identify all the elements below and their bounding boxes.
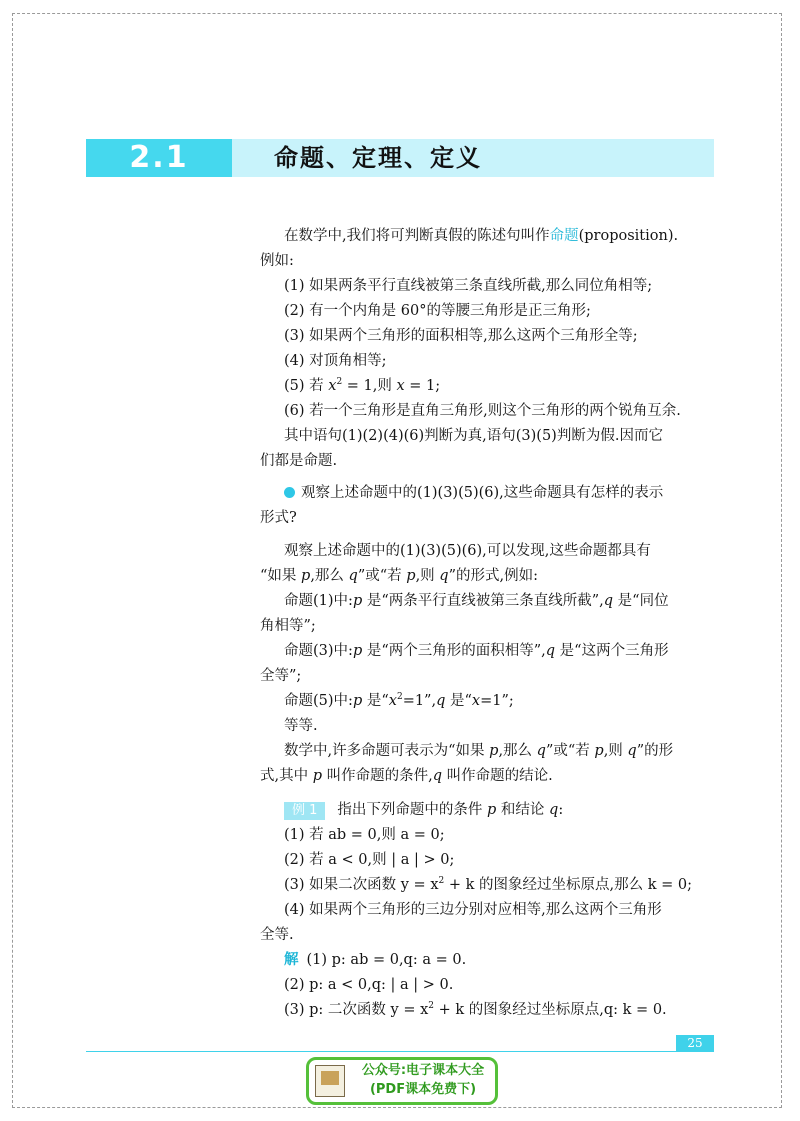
book-logo-icon — [315, 1065, 345, 1097]
obs-a: “如果 — [260, 568, 302, 584]
example-heading — [284, 800, 563, 820]
sum2-c: 叫作命题的结论. — [442, 768, 553, 784]
c1-p: p — [352, 593, 363, 609]
sum-a: 数学中,许多命题可表示为“如果 — [284, 743, 490, 759]
e3a: (3) 如果二次函数 y = x — [284, 877, 439, 893]
proposition-1: (1) 如果两条平行直线被第三条直线所截,那么同位角相等; — [284, 278, 653, 294]
c5a: 命题(5)中: — [284, 693, 353, 709]
s3a: (3) p: 二次函数 y = x — [284, 1002, 429, 1018]
s3-sup: 2 — [428, 1001, 435, 1012]
c3-q: q — [545, 643, 556, 659]
solution-line-1 — [284, 950, 466, 970]
proposition-4: (4) 对顶角相等; — [284, 353, 387, 369]
intro-cont: 例如: — [260, 253, 294, 269]
observe-line-2 — [260, 566, 538, 586]
case-3-line-2: 全等”; — [260, 668, 302, 684]
intro-text-after: (proposition). — [578, 228, 679, 244]
p5-x2: x — [396, 378, 405, 394]
example-item-2: (2) 若 a < 0,则 | a | > 0; — [284, 852, 455, 868]
obs-q2: q — [439, 568, 449, 584]
obs-d: ,则 — [415, 568, 440, 584]
c5-sup: 2 — [396, 692, 403, 703]
obs-p: p — [301, 568, 311, 584]
book-logo-inner — [321, 1071, 339, 1085]
sum2-q: q — [432, 768, 443, 784]
ex-q: q — [549, 802, 559, 818]
example-item-3 — [284, 875, 692, 895]
proposition-3: (3) 如果两个三角形的面积相等,那么这两个三角形全等; — [284, 328, 638, 344]
ex-b: 和结论 — [496, 802, 550, 818]
judgement-line-1: 其中语句(1)(2)(4)(6)判断为真,语句(3)(5)判断为假.因而它 — [284, 428, 663, 444]
watermark-line-2: (PDF课本免费下) — [369, 1082, 477, 1097]
summary-line-1 — [284, 741, 673, 761]
etc-line: 等等. — [284, 718, 318, 734]
intro-line — [284, 226, 678, 246]
c3a: 命题(3)中: — [284, 643, 353, 659]
obs-p2: p — [406, 568, 416, 584]
c5c: =1”, — [402, 693, 437, 709]
summary-line-2 — [260, 766, 553, 786]
observe-line-1: 观察上述命题中的(1)(3)(5)(6),可以发现,这些命题都具有 — [284, 543, 651, 559]
sum2-a: 式,其中 — [260, 768, 313, 784]
sum2-b: 叫作命题的条件, — [322, 768, 433, 784]
bullet-icon — [284, 487, 295, 498]
question-line-1 — [284, 483, 663, 503]
c5b: 是“ — [362, 693, 389, 709]
case-1-line-2: 角相等”; — [260, 618, 316, 634]
ex-p: p — [487, 802, 497, 818]
example-item-4-line-2: 全等. — [260, 927, 294, 943]
c1b: 是“两条平行直线被第三条直线所截”, — [362, 593, 604, 609]
example-badge: 例 1 — [284, 802, 325, 820]
p5-sup: 2 — [336, 377, 343, 388]
c3-p: p — [352, 643, 363, 659]
c1a: 命题(1)中: — [284, 593, 353, 609]
solution-line-2: (2) p: a < 0,q: | a | > 0. — [284, 977, 454, 993]
proposition-2: (2) 有一个内角是 60°的等腰三角形是正三角形; — [284, 303, 591, 319]
c5-p: p — [352, 693, 363, 709]
case-1-line-1 — [284, 591, 669, 611]
ex-a: 指出下列命题中的条件 — [337, 802, 488, 818]
page-number: 25 — [687, 1036, 703, 1050]
sum-p: p — [489, 743, 499, 759]
c5d: 是“ — [445, 693, 472, 709]
c3c: 是“这两个三角形 — [555, 643, 669, 659]
p5-x: x — [328, 378, 337, 394]
obs-c: ”或“若 — [357, 568, 407, 584]
e3b: + k 的图象经过坐标原点,那么 k = 0; — [444, 877, 692, 893]
example-item-1: (1) 若 ab = 0,则 a = 0; — [284, 827, 445, 843]
c5e: =1”; — [480, 693, 514, 709]
sum-p2: p — [594, 743, 604, 759]
sum-e: ”的形 — [636, 743, 674, 759]
p5-end: = 1; — [404, 378, 441, 394]
p5-mid: = 1,则 — [342, 378, 397, 394]
footer-rule — [86, 1051, 714, 1052]
obs-b: ,那么 — [310, 568, 349, 584]
case-5-line — [284, 691, 514, 711]
question-text: 观察上述命题中的(1)(3)(5)(6),这些命题具有怎样的表示 — [301, 485, 664, 501]
intro-text: 在数学中,我们将可判断真假的陈述句叫作 — [284, 228, 550, 244]
proposition-5 — [284, 376, 440, 396]
watermark-badge — [306, 1057, 498, 1105]
sum2-p: p — [312, 768, 323, 784]
proposition-6: (6) 若一个三角形是直角三角形,则这个三角形的两个锐角互余. — [284, 403, 681, 419]
ex-c: : — [558, 802, 564, 818]
c5-x: x — [388, 693, 397, 709]
obs-q: q — [348, 568, 358, 584]
term-proposition: 命题 — [549, 228, 579, 244]
sol-1: (1) p: ab = 0,q: a = 0. — [306, 952, 467, 968]
s3b: + k 的图象经过坐标原点,q: k = 0. — [434, 1002, 667, 1018]
obs-e: ”的形式,例如: — [448, 568, 539, 584]
example-item-4-line-1: (4) 如果两个三角形的三边分别对应相等,那么这两个三角形 — [284, 902, 662, 918]
e3-sup: 2 — [438, 876, 445, 887]
sum-b: ,那么 — [498, 743, 537, 759]
p5-pre: (5) 若 — [284, 378, 329, 394]
judgement-line-2: 们都是命题. — [260, 453, 338, 469]
c3b: 是“两个三角形的面积相等”, — [362, 643, 546, 659]
question-line-2: 形式? — [260, 510, 297, 526]
solution-label: 解 — [284, 951, 299, 968]
section-title: 命题、定理、定义 — [274, 144, 482, 172]
watermark-line-1: 公众号:电子课本大全 — [361, 1063, 485, 1078]
section-number: 2.1 — [129, 140, 189, 175]
sum-q: q — [536, 743, 546, 759]
c1-q: q — [603, 593, 614, 609]
sum-q2: q — [627, 743, 637, 759]
case-3-line-1 — [284, 641, 669, 661]
sum-d: ,则 — [603, 743, 628, 759]
solution-line-3 — [284, 1000, 667, 1020]
c5-q: q — [436, 693, 446, 709]
c5-x2: x — [471, 693, 481, 709]
sum-c: ”或“若 — [545, 743, 595, 759]
c1c: 是“同位 — [613, 593, 669, 609]
